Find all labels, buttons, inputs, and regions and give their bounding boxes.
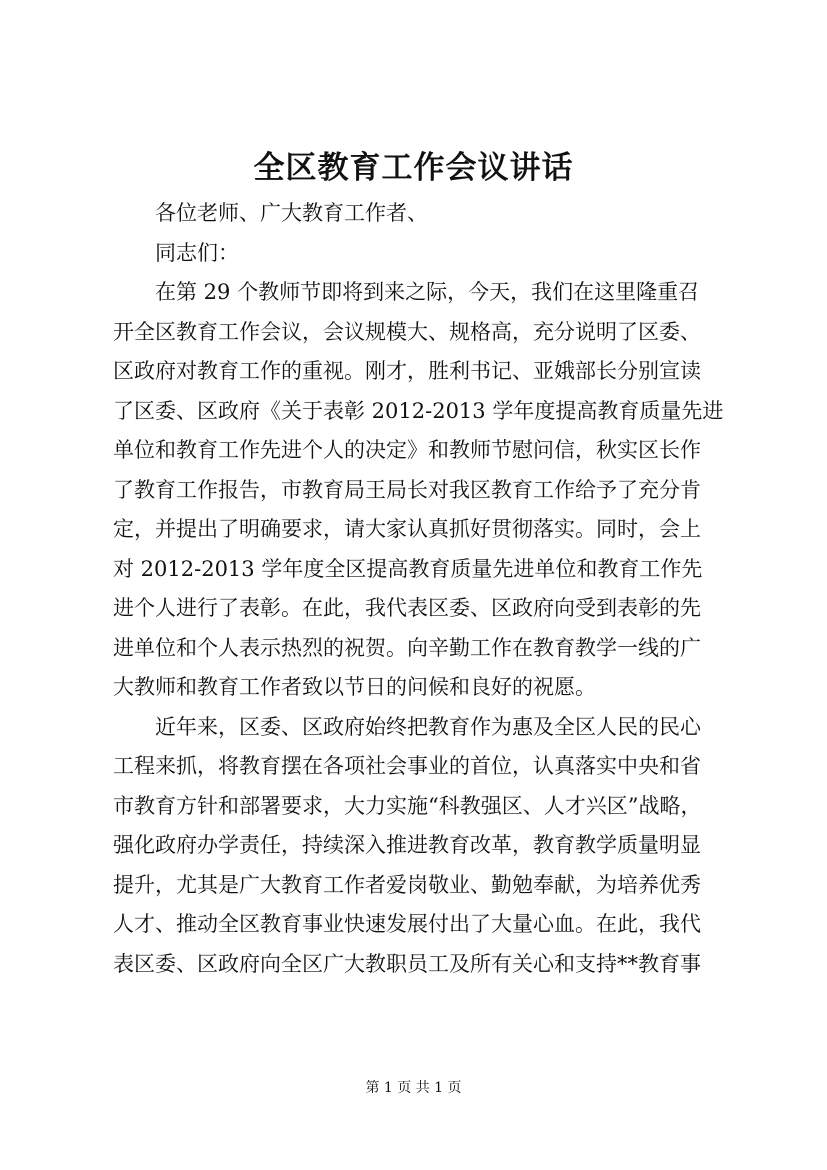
text-line: 表区委、区政府向全区广大教职员工及所有关心和支持**教育事 [113, 951, 701, 976]
page-footer: 第 1 页 共 1 页 [365, 1080, 462, 1096]
text-line: 开全区教育工作会议，会议规模大、规格高，充分说明了区委、 [113, 319, 701, 344]
text-line: 人才、推动全区教育事业快速发展付出了大量心血。在此，我代 [113, 912, 701, 936]
text-line: 工程来抓，将教育摆在各项社会事业的首位，认真落实中央和省 [113, 754, 701, 778]
text-line: 区政府对教育工作的重视。刚才，胜利书记、亚娥部长分别宣读 [113, 359, 701, 383]
text-line: 近年来，区委、区政府始终把教育作为惠及全区人民的民心 [155, 714, 701, 739]
document-title: 全区教育工作会议讲话 [253, 150, 574, 186]
text-line: 同志们： [155, 240, 239, 265]
document-body [113, 194, 731, 984]
text-line: 进单位和个人表示热烈的祝贺。向辛勤工作在教育教学一线的广 [113, 635, 701, 660]
text-line: 各位老师、广大教育工作者、 [155, 201, 428, 225]
text-line: 进个人进行了表彰。在此，我代表区委、区政府向受到表彰的先 [113, 596, 701, 620]
text-line: 定，并提出了明确要求，请大家认真抓好贯彻落实。同时，会上 [113, 517, 701, 541]
text-line: 了教育工作报告，市教育局王局长对我区教育工作给予了充分肯 [113, 477, 701, 502]
text-line: 市教育方针和部署要求，大力实施“科教强区、人才兴区”战略， [113, 793, 702, 818]
text-line: 单位和教育工作先进个人的决定》和教师节慰问信，秋实区长作 [113, 438, 701, 462]
text-line: 对 2012-2013 学年度全区提高教育质量先进单位和教育工作先 [113, 556, 703, 581]
text-line: 强化政府办学责任，持续深入推进教育改革，教育教学质量明显 [113, 833, 701, 857]
text-line: 在第 29 个教师节即将到来之际，今天，我们在这里隆重召 [155, 280, 700, 304]
text-line: 大教师和教育工作者致以节日的问候和良好的祝愿。 [113, 675, 596, 699]
text-line: 提升，尤其是广大教育工作者爱岗敬业、勤勉奉献，为培养优秀 [113, 872, 701, 897]
text-line: 了区委、区政府《关于表彰 2012-2013 学年度提高教育质量先进 [113, 398, 724, 423]
